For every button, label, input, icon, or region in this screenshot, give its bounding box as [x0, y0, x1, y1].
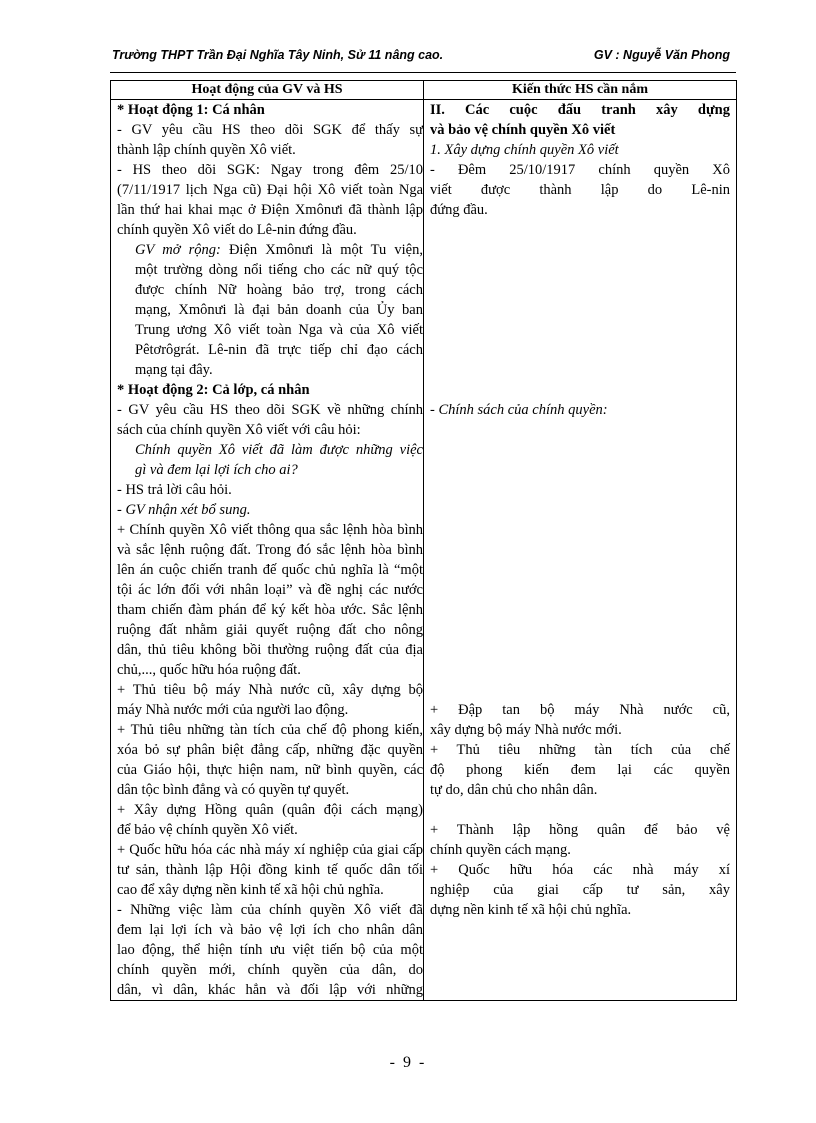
text-line: + Quốc hữu hóa các nhà máy xí nghiệp của giai cấp — [117, 842, 423, 858]
text-line: dân, vì dân, khác hẳn và đối lập với những — [117, 982, 423, 998]
text-line: tham chiến đàm phán để ký kết hòa ước. Sắc lệnh — [117, 602, 423, 618]
blank-line — [424, 320, 736, 340]
text-line: nghiệp của giai cấp tư sản, xây — [430, 882, 730, 898]
blank-line — [424, 340, 736, 360]
text-line: - GV yêu cầu HS theo dõi SGK về những chính — [117, 402, 423, 418]
blank-line — [424, 540, 736, 560]
text-line: xây dựng bộ máy Nhà nước mới. — [430, 722, 622, 738]
extension-line: mạng tại đây. — [135, 362, 213, 378]
blank-line — [424, 580, 736, 600]
text-line: - GV nhận xét bổ sung. — [117, 502, 251, 518]
text-line: + Quốc hữu hóa các nhà máy xí — [430, 862, 730, 878]
blank-line — [424, 380, 736, 400]
text-line: - Chính sách của chính quyền: — [430, 402, 608, 418]
extension-line: một trường dòng nổi tiếng cho các nữ quý tộc — [135, 262, 423, 278]
text-line: và bảo vệ chính quyền Xô viết — [430, 122, 616, 138]
text-line: - HS trả lời câu hỏi. — [117, 482, 232, 498]
blank-line — [424, 500, 736, 520]
text-line: sách của chính quyền Xô viết với câu hỏi: — [117, 422, 361, 438]
extension-text: Điện Xmônưi là một Tu viện, — [220, 242, 423, 258]
text-line: viết được thành lập do Lê-nin — [430, 182, 730, 198]
text-line: lần thứ hai khai mạc ở Điện Xmônưi đã thành lập — [117, 202, 423, 218]
text-line: gì và đem lại lợi ích cho ai? — [135, 462, 298, 478]
text-line: đem lại lợi ích và bảo vệ lợi ích cho nhân dân — [117, 922, 423, 938]
extension-line: Pêtơrôgrát. Lê-nin đã trực tiếp chỉ đạo cách — [135, 342, 423, 358]
text-line: - HS theo dõi SGK: Ngay trong đêm 25/10 — [117, 162, 423, 178]
column-header-right: Kiến thức HS cần nắm — [424, 81, 737, 100]
page-header — [112, 48, 732, 68]
text-line: xóa bỏ sự phân biệt đẳng cấp, những đặc quyền — [117, 742, 423, 758]
text-line: độ phong kiến đem lại các quyền — [430, 762, 730, 778]
text-line: II. Các cuộc đấu tranh xây dựng — [430, 102, 730, 118]
text-line: tội ác lớn đối với nhân loại” và đề nghị các nước — [117, 582, 423, 598]
text-line: chính quyền mới, chính quyền của dân, do — [117, 962, 423, 978]
blank-line — [424, 660, 736, 680]
page-number: - 9 - — [389, 1054, 427, 1071]
text-line: ruộng đất nhằm giải quyết ruộng đất cho nông — [117, 622, 423, 638]
text-line: + Thủ tiêu bộ máy Nhà nước cũ, xây dựng bộ — [117, 682, 423, 698]
text-line: + Đập tan bộ máy Nhà nước cũ, — [430, 702, 730, 718]
text-line: chính quyền Xô viết do Lê-nin đứng đầu. — [117, 222, 357, 238]
blank-line — [424, 420, 736, 440]
text-line: tự do, dân chủ cho nhân dân. — [430, 782, 598, 798]
blank-line — [424, 460, 736, 480]
text-line: dựng nền kinh tế xã hội chủ nghĩa. — [430, 902, 632, 918]
blank-line — [424, 300, 736, 320]
text-line: dân, thủ tiêu không bồi thường ruộng đất của địa — [117, 642, 423, 658]
blank-line — [424, 260, 736, 280]
text-line: + Thủ tiêu những tàn tích của chế — [430, 742, 730, 758]
header-teacher: GV : Nguyễ Văn Phong — [593, 48, 730, 62]
text-line: + Thành lập hồng quân để bảo vệ — [430, 822, 730, 838]
text-line: 1. Xây dựng chính quyền Xô viết — [430, 142, 619, 158]
text-line: * Hoạt động 1: Cá nhân — [117, 102, 265, 118]
text-line: tư sản, thành lập Hội đồng kinh tế quốc dân tối — [117, 862, 423, 878]
lesson-table — [110, 80, 737, 1001]
text-line: + Xây dựng Hồng quân (quân đội cách mạng) — [117, 802, 423, 818]
text-line: - Đêm 25/10/1917 chính quyền Xô — [430, 162, 730, 178]
text-line: chủ,..., quốc hữu hóa ruộng đất. — [117, 662, 301, 678]
extension-line: mạng, Xmônưi là đại bản doanh của Ủy ban — [135, 302, 423, 318]
text-line: và sắc lệnh ruộng đất. Trong đó sắc lệnh hòa bình — [117, 542, 423, 558]
extension-line: được chính Nữ hoàng bảo trợ, trong cách — [135, 282, 423, 298]
text-line: * Hoạt động 2: Cả lớp, cá nhân — [117, 382, 310, 398]
blank-line — [424, 680, 736, 700]
blank-line — [424, 440, 736, 460]
text-line: chính quyền cách mạng. — [430, 842, 571, 858]
text-line: để bảo vệ chính quyền Xô viết. — [117, 822, 298, 838]
text-line: máy Nhà nước mới của người lao động. — [117, 702, 349, 718]
blank-line — [424, 800, 736, 820]
blank-line — [424, 560, 736, 580]
text-line: - GV yêu cầu HS theo dõi SGK để thấy sự — [117, 122, 423, 138]
text-line: của Giáo hội, thực hiện nam, nữ bình quyền, các — [117, 762, 423, 778]
blank-line — [424, 360, 736, 380]
blank-line — [424, 280, 736, 300]
text-line: thành lập chính quyền Xô viết. — [117, 142, 296, 158]
text-line: + Thủ tiêu những tàn tích của chế độ phong kiến, — [117, 722, 423, 738]
column-header-left: Hoạt động của GV và HS — [111, 81, 424, 100]
text-line: đứng đầu. — [430, 202, 488, 218]
text-line: Chính quyền Xô viết đã làm được những việc — [135, 442, 423, 458]
extension-label: GV mở rộng: — [135, 242, 221, 258]
blank-line — [424, 600, 736, 620]
text-line: - Những việc làm của chính quyền Xô viết đã — [117, 902, 423, 918]
text-line: + Chính quyền Xô viết thông qua sắc lệnh hòa bình — [117, 522, 423, 538]
text-line: cao để xây dựng nền kinh tế xã hội chủ nghĩa. — [117, 882, 384, 898]
text-line: dân tộc bình đẳng và có quyền tự quyết. — [117, 782, 350, 798]
student-knowledge — [424, 100, 737, 1001]
blank-line — [424, 220, 736, 240]
blank-line — [424, 520, 736, 540]
blank-line — [424, 620, 736, 640]
blank-line — [424, 480, 736, 500]
blank-line — [424, 240, 736, 260]
extension-line — [111, 240, 423, 260]
text-line: (7/11/1917 lịch Nga cũ) Đại hội Xô viết toàn Nga — [117, 182, 423, 198]
text-line: lên án cuộc chiến tranh đế quốc chủ nghĩa là “một — [117, 562, 423, 578]
header-school: Trường THPT Trần Đại Nghĩa Tây Ninh, Sử 11 nâng cao. — [112, 48, 444, 62]
extension-line: Trung ương Xô viết toàn Nga và của Xô viết — [135, 322, 423, 338]
header-rule — [110, 72, 736, 73]
teacher-student-activities — [111, 100, 424, 1001]
text-line: lao động, thể hiện tính ưu việt tiến bộ của một — [117, 942, 423, 958]
blank-line — [424, 640, 736, 660]
